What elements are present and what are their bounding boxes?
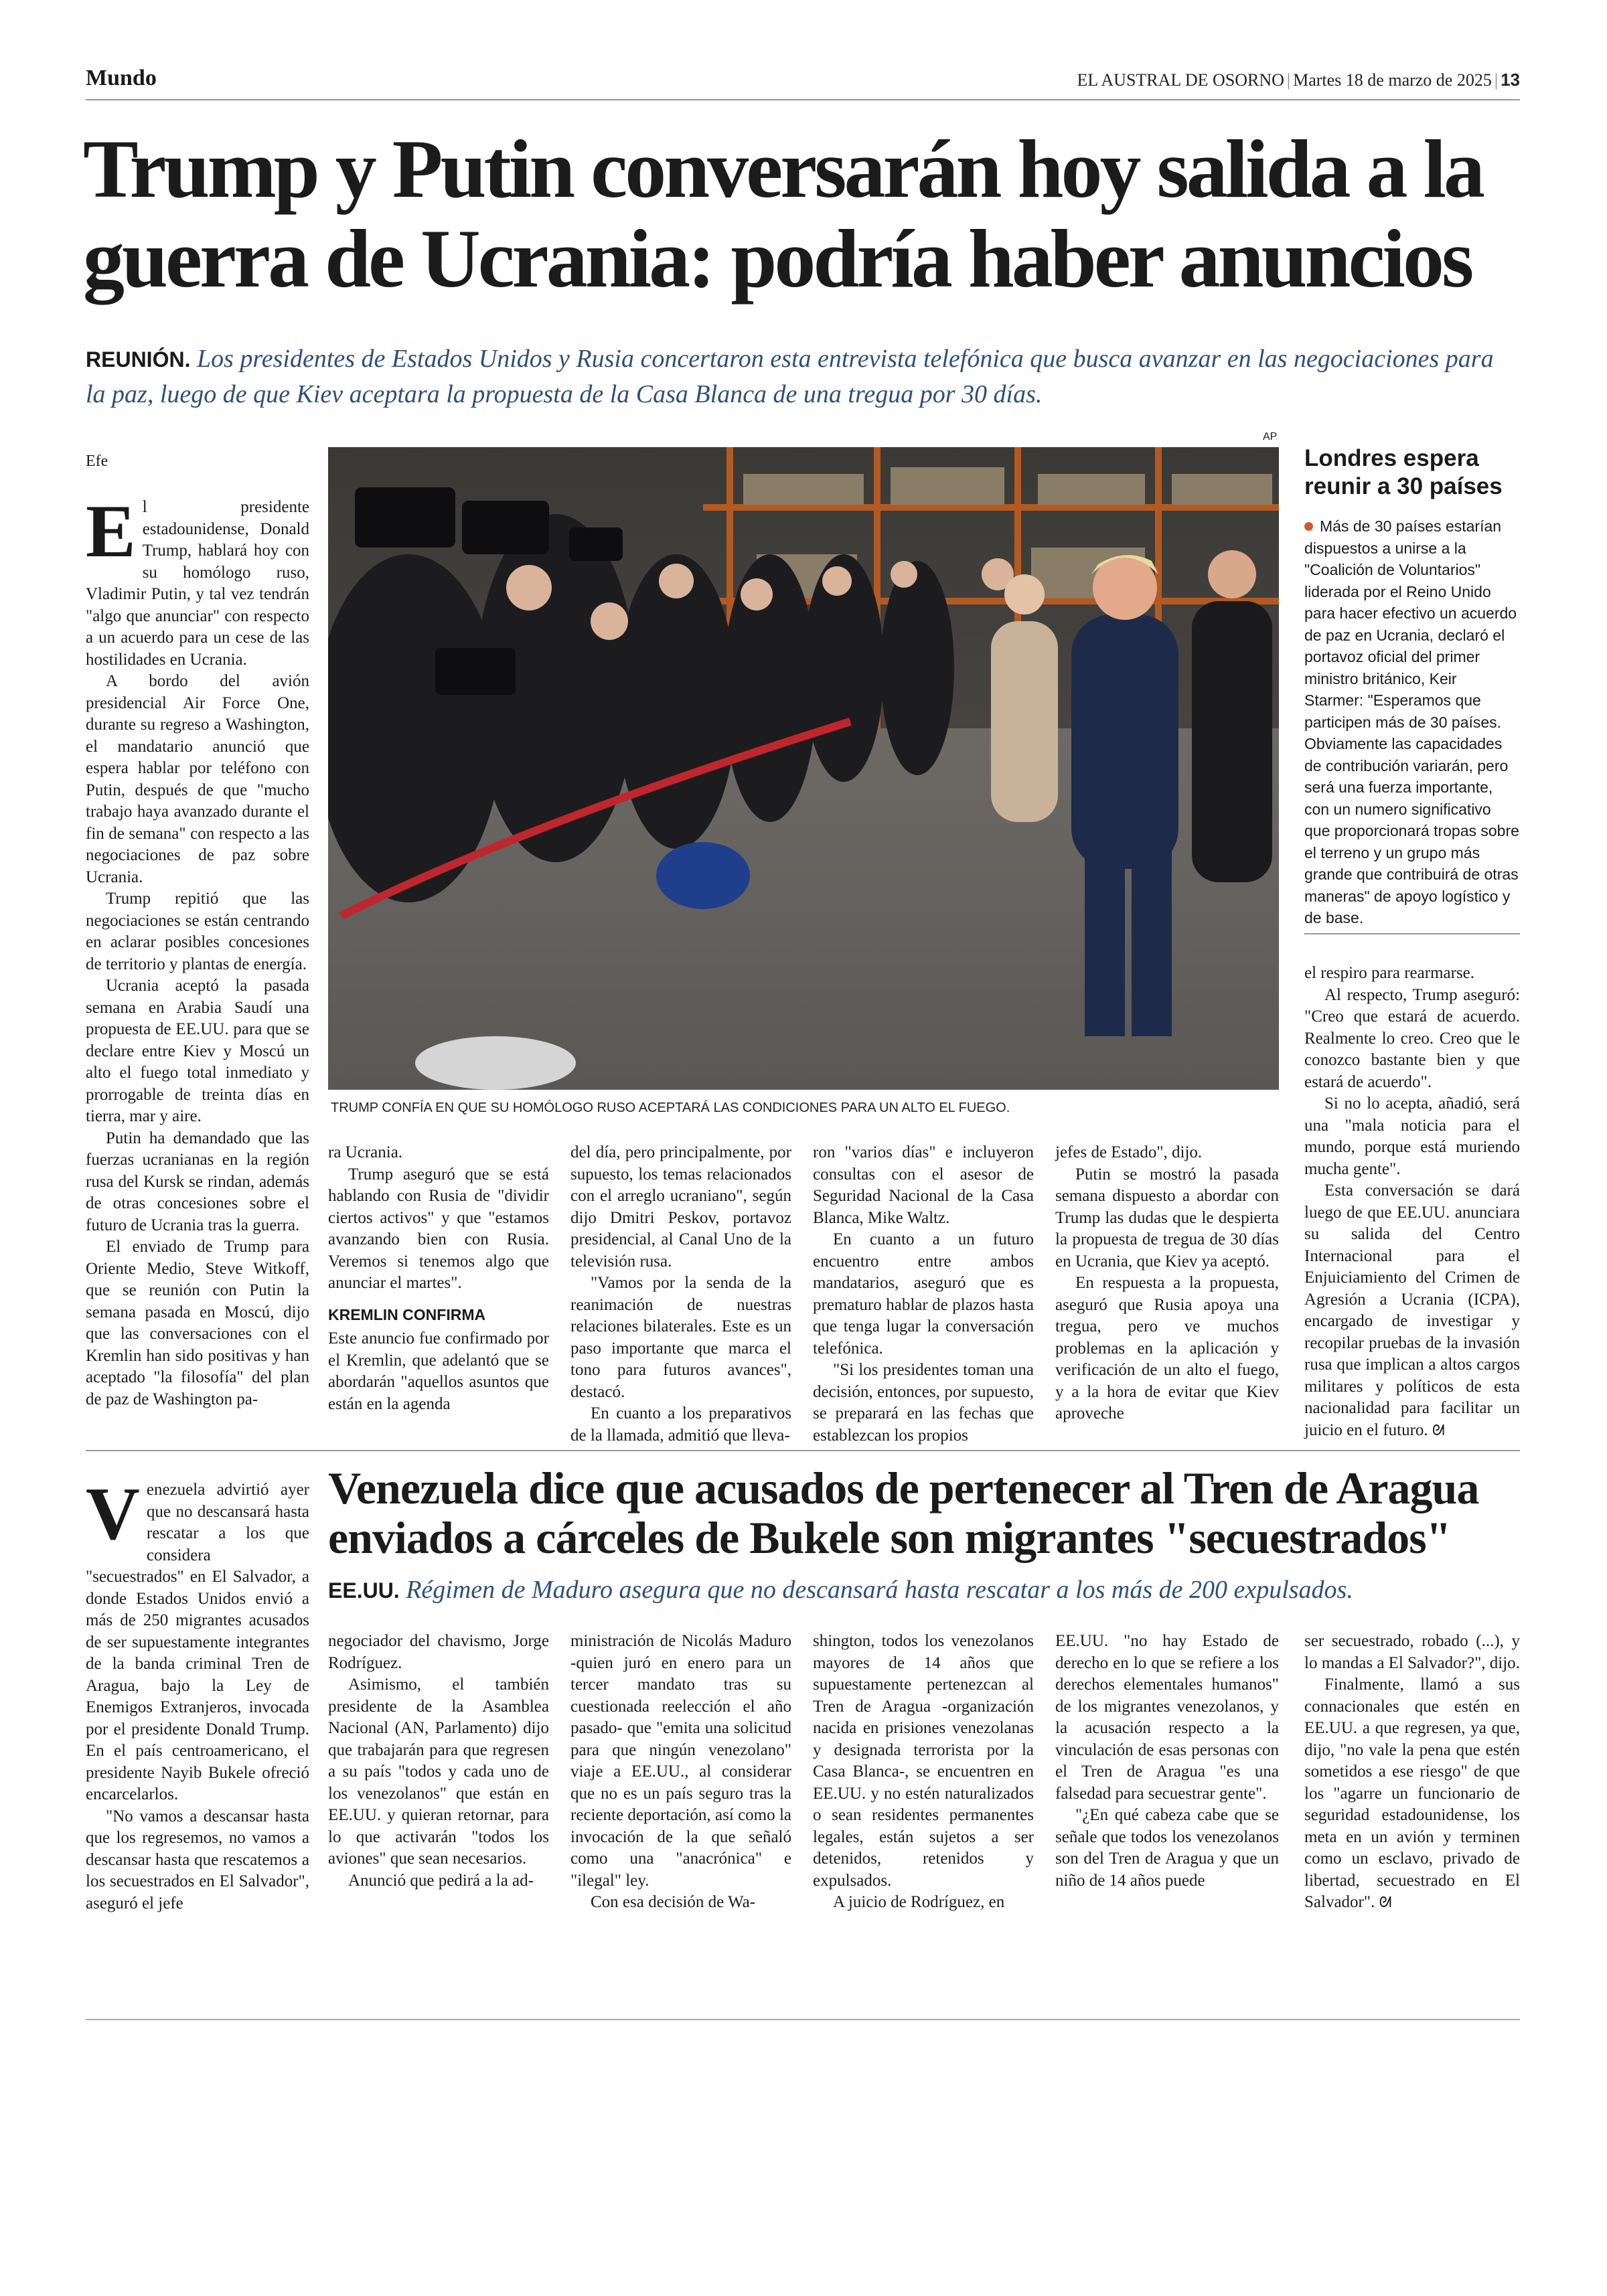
running-header: EL AUSTRAL DE OSORNO | Martes 18 de marzo de 2025 | 13: [1077, 70, 1520, 90]
second-col1-p1: "No vamos a descansar hasta que los regresemos, no vamos a descansar hasta que rescatemos a los secuestrados en El Salvador", aseguró el jefe: [86, 1807, 309, 1912]
second-col4-p0: A juicio de Rodríguez, en: [833, 1893, 1005, 1911]
main-headline: Trump y Putin conversarán hoy salida a la guerra de Ucrania: podría haber anuncios: [83, 123, 1483, 305]
main-col2-after: Este anuncio fue confirmado por el Kremlin, que adelantó que se abordarán "aquellos asuntos que están en la agenda: [328, 1329, 549, 1413]
main-col1-p1: A bordo del avión presidencial Air Force One, durante su regreso a Washington, el mandatario anunció que espera hablar por teléfono con Putin, después de que "mucho trabajo haya avanzado durante el fin de semana" con respecto a las negociaciones de paz sobre Ucrania.: [86, 672, 309, 886]
main-col1-p0: l presidente estadounidense, Donald Trump, hablará hoy con su homólogo ruso, Vladimir Putin, y tal vez tendrán "algo que anunciar" con respecto a un acuerdo para un cese de las hostilidades en Ucrania.: [86, 498, 309, 669]
second-column-5: [1055, 1631, 1279, 1892]
section-name: Mundo: [86, 66, 157, 90]
second-deck-kicker: EE.UU.: [328, 1578, 400, 1603]
main-col6-lead: el respiro para rearmarse.: [1304, 964, 1475, 982]
second-col2-p0: Asimismo, el también presidente de la Asamblea Nacional (AN, Parlamento) dijo que trabajarán para que regresen a su país "todos y cada uno de los venezolanos" que están en EE.UU. y quieran retornar, para lo que activarán "todos los aviones" que sean necesarios.: [328, 1675, 549, 1868]
second-col3-lead: ministración de Nicolás Maduro -quien juró en enero para un tercer mandato tras su cuestionada reelección el año pasado- que "emita una solicitud para que ningún venezolano" viaje a EE.UU., al considerar que no es un país seguro tras la reciente deportación, así como la invocación de la que señaló como una "anacrónica" e "ilegal" ley.: [570, 1632, 791, 1890]
main-column-5: [1055, 1142, 1279, 1425]
main-col6-p2: Esta conversación se dará luego de que EE.UU. anunciara su salida del Centro Internacional para el Enjuiciamiento del Crimen de Agresión a Ucrania (ICPA), encargado de investigar y recopilar pruebas de la invasión rusa que implican a altos cargos militares y políticos de esta nacionalidad para facilitar un juicio en el futuro. ᘛ: [1304, 1181, 1520, 1439]
main-col2-p0: Trump aseguró que se está hablando con Rusia de "dividir ciertos activos" y que "estamos avanzando bien con Rusia. Veremos si tenemos algo que anunciar el martes".: [328, 1165, 549, 1292]
sidebar-rule: [1304, 933, 1520, 934]
main-col4-p0: En cuanto a un futuro encuentro entre ambos mandatarios, aseguró que es prematuro hablar de plazos hasta que tenga lugar la conversación telefónica.: [813, 1230, 1034, 1358]
end-mark-icon: ᘛ: [1432, 1422, 1445, 1439]
second-col3-p0: Con esa decisión de Wa-: [591, 1893, 756, 1911]
main-col3-p1: En cuanto a los preparativos de la llamada, admitió que lleva-: [570, 1404, 791, 1445]
main-col1-p4: Putin ha demandado que las fuerzas ucranianas en la región rusa del Kursk se rindan, además de otras concesiones sobre el futuro de Ucrania tras la guerra.: [86, 1129, 309, 1234]
page-number: 13: [1501, 70, 1520, 90]
second-deck: [328, 1573, 1520, 1607]
section-rule: [86, 1450, 1520, 1451]
main-deck-text: Los presidentes de Estados Unidos y Rusia concertaron esta entrevista telefónica que busca avanzar en las negociaciones para la paz, luego de que Kiev aceptara la propuesta de la Casa Blanca de una tregua por 30 días.: [86, 345, 1494, 408]
main-column-2: [328, 1142, 549, 1415]
photo-caption: TRUMP CONFÍA EN QUE SU HOMÓLOGO RUSO ACEPTARÁ LAS CONDICIONES PARA UN ALTO EL FUEGO.: [331, 1100, 1010, 1115]
main-column-3: [570, 1142, 791, 1447]
second-col2-p1: Anunció que pedirá a la ad-: [348, 1871, 534, 1890]
main-col5-lead: jefes de Estado", dijo.: [1055, 1143, 1203, 1161]
main-deck: [86, 341, 1505, 412]
main-col6-p1: Si no lo acepta, añadió, será una "mala noticia para el mundo, porque está muriendo mucha gente".: [1304, 1094, 1520, 1178]
sidebar-title: Londres espera reunir a 30 países: [1304, 445, 1503, 499]
main-column-4: [813, 1142, 1034, 1447]
second-column-6: [1304, 1631, 1520, 1914]
end-mark-icon: ᘛ: [1379, 1894, 1392, 1911]
main-col1-p2: Trump repitió que las negociaciones se están centrando en aclarar posibles concesiones de territorio y plantas de energía.: [86, 890, 309, 973]
main-column-6: [1304, 963, 1520, 1442]
press-conference-photo: [328, 447, 1279, 1090]
main-col5-p1: En respuesta a la propuesta, aseguró que Rusia apoya una tregua, pero ve muchos problemas en la aplicación y verificación de un alto el fuego, y a la hora de evitar que Kiev aproveche: [1055, 1274, 1279, 1422]
main-dropcap: E: [86, 490, 136, 573]
main-col6-p0: Al respecto, Trump aseguró: "Creo que estará de acuerdo. Realmente lo creo. Creo que le conozco bastante bien y que estará de acuerdo".: [1304, 985, 1520, 1091]
main-col1-p3: Ucrania aceptó la pasada semana en Arabia Saudí una propuesta de EE.UU. para que se declare entre Kiev y Moscú un alto el fuego total inmediato y prorrogable de treinta días en tierra, mar y aire.: [86, 977, 309, 1125]
bullet-icon: [1304, 522, 1313, 531]
second-col5-lead: EE.UU. "no hay Estado de derecho en lo que se refiere a los derechos elementales humanos" de los migrantes venezolanos, y la acusación respecto a la vinculación de esas personas con el Tren de Aragua "es una falsedad para secuestrar gente".: [1055, 1632, 1279, 1803]
second-col5-p0: "¿En qué cabeza cabe que se señale que todos los venezolanos son del Tren de Aragua y que un niño de 14 años puede: [1055, 1806, 1279, 1890]
main-col4-p1: "Si los presidentes toman una decisión, entonces, por supuesto, se preparará en las fechas que establezcan los propios: [813, 1361, 1034, 1445]
byline: Efe: [86, 453, 108, 470]
second-col6-lead: ser secuestrado, robado (...), y lo mandas a El Salvador?", dijo.: [1304, 1632, 1520, 1672]
main-col1-p5: El enviado de Trump para Oriente Medio, Steve Witkoff, que se reunión con Putin la semana pasada en Moscú, dijo que las conversaciones con el Kremlin han sido positivas y han aceptado "la filosofía" del plan de paz de Washington pa-: [86, 1238, 309, 1408]
photo-credit: AP: [1263, 431, 1278, 442]
second-deck-text: Régimen de Maduro asegura que no descansará hasta rescatar a los más de 200 expulsados.: [406, 1576, 1353, 1604]
main-col2-lead: ra Ucrania.: [328, 1143, 403, 1161]
header-rule: [86, 99, 1520, 100]
second-column-1: [86, 1473, 309, 1914]
second-dropcap: V: [86, 1473, 140, 1556]
second-column-3: [570, 1631, 791, 1914]
second-col4-lead: shington, todos los venezolanos mayores de 14 años que supuestamente pertenezcan al Tren de Aragua -organización nacida en prisiones venezolanas y designada terrorista por la Casa Blanca-, se encuentren en EE.UU. y no estén naturalizados o sean residentes permanentes legales, están sujetos a ser detenidos, retenidos y expulsados.: [813, 1632, 1034, 1890]
second-column-2: [328, 1631, 549, 1892]
main-column-1: [86, 490, 309, 1410]
sidebar-body: [1304, 515, 1520, 929]
main-col4-lead: ron "varios días" e incluyeron consultas con el asesor de Seguridad Nacional de la Casa Blanca, Mike Waltz.: [813, 1143, 1034, 1227]
issue-date: Martes 18 de marzo de 2025: [1293, 70, 1492, 90]
second-column-4: [813, 1631, 1034, 1914]
second-col2-lead: negociador del chavismo, Jorge Rodríguez.: [328, 1632, 549, 1672]
news-photo: [328, 447, 1279, 1090]
kremlin-subhead: KREMLIN CONFIRMA: [328, 1305, 486, 1323]
main-col3-lead: del día, pero principalmente, por supuesto, los temas relacionados con el arreglo ucraniano", según dijo Dmitri Peskov, portavoz presidencial, al Canal Uno de la televisión rusa.: [570, 1143, 791, 1270]
sidebar-text: Más de 30 países estarían dispuestos a unirse a la "Coalición de Voluntarios" liderada por el Reino Unido para hacer efectivo un acuerdo de paz en Ucrania, declaró el portavoz oficial del primer ministro británico, Keir Starmer: "Esperamos que participen más de 30 países. Obviamente las capacidades de contribución variarán, pero será una fuerza importante, con un numero significativo que proporcionará tropas sobre el terreno y un grupo más grande que contribuirá de otras maneras" de apoyo logístico y de base.: [1304, 517, 1519, 926]
bottom-rule: [86, 2019, 1520, 2020]
main-col5-p0: Putin se mostró la pasada semana dispuesto a abordar con Trump las dudas que le despierta la propuesta de tregua de 30 días en Ucrania, que Kiev ya aceptó.: [1055, 1165, 1279, 1270]
second-col6-p0: Finalmente, llamó a sus connacionales que estén en EE.UU. a que regresen, ya que, dijo, "no vale la pena que estén sometidos a ese riesgo" de que los "agarre un funcionario de seguridad estadounidense, los meta en un avión y terminen como un esclavo, privado de libertad, secuestrado en El Salvador". ᘛ: [1304, 1675, 1520, 1911]
second-col1-p0: enezuela advirtió ayer que no descansará hasta rescatar a los que considera "secuestrados" en El Salvador, a donde Estados Unidos envió a más de 250 migrantes acusados de ser supuestamente integrantes de la banda criminal Tren de Aragua, bajo la Ley de Enemigos Extranjeros, invocada por el presidente Donald Trump. En el país centroamericano, el presidente Nayib Bukele ofreció encarcelarlos.: [86, 1481, 309, 1803]
second-headline: Venezuela dice que acusados de pertenecer al Tren de Aragua enviados a cárceles de Bukele son migrantes "secuestrados": [328, 1463, 1479, 1563]
main-col3-p0: "Vamos por la senda de la reanimación de nuestras relaciones bilaterales. Este es un paso importante que marca el tono para futuros avances", destacó.: [570, 1274, 791, 1401]
main-deck-kicker: REUNIÓN.: [86, 347, 191, 372]
newspaper-name: EL AUSTRAL DE OSORNO: [1077, 70, 1284, 90]
